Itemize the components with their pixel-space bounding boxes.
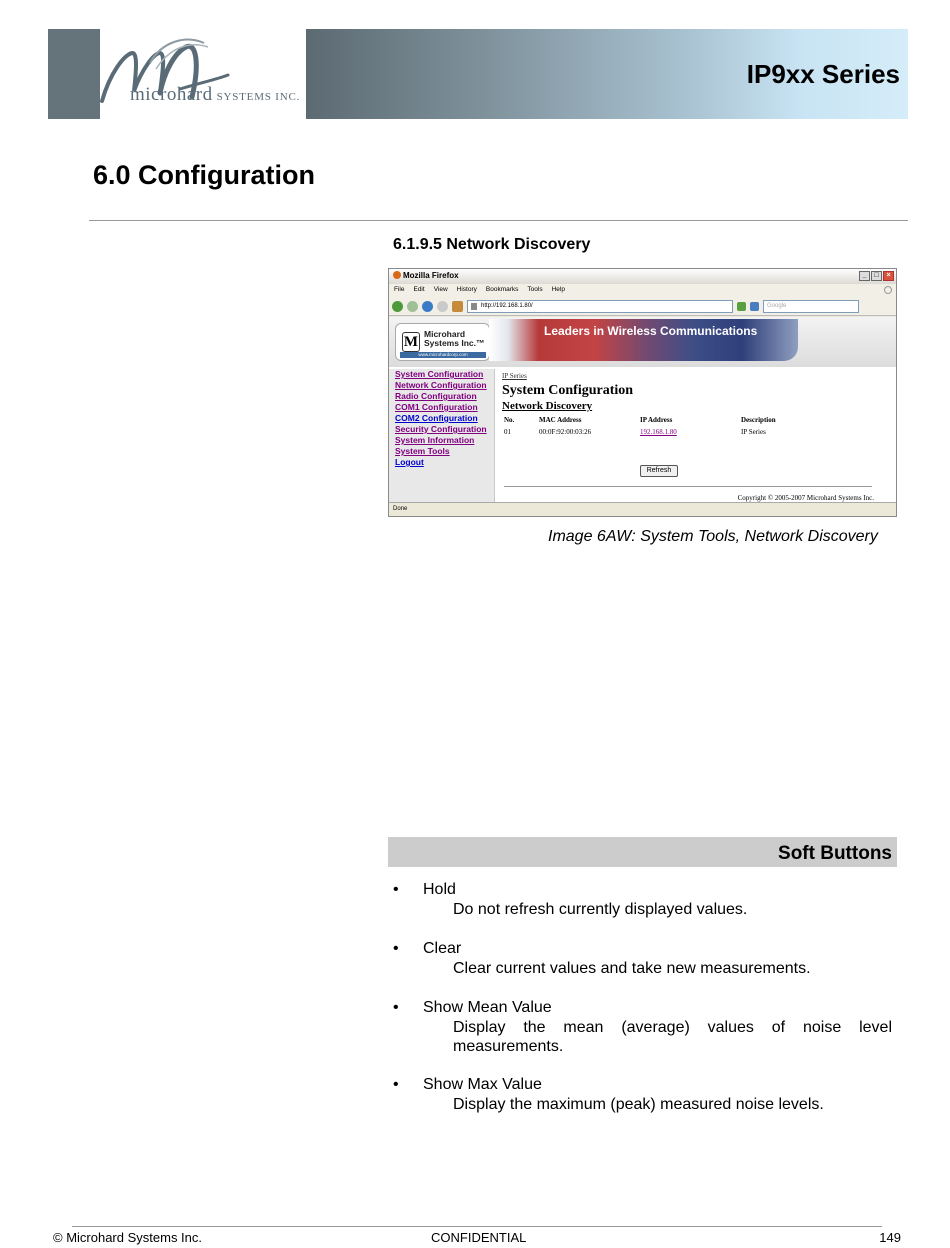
m-logo-icon: M [403,334,419,350]
firefox-icon [393,271,401,279]
item-clear-label: Clear [423,940,462,957]
window-titlebar [389,269,896,284]
navigation-toolbar [389,297,896,316]
search-engine-icon[interactable] [750,302,759,311]
header-banner [48,29,908,119]
browser-content [389,317,896,502]
reload-icon[interactable] [422,301,433,312]
item-max-label: Show Max Value [423,1076,542,1093]
nav-network-configuration[interactable]: Network Configuration [395,380,487,390]
menu-help[interactable]: Help [551,286,565,293]
bullet-icon: • [393,940,399,957]
refresh-button[interactable]: Refresh [640,465,678,477]
cell-mac: 00:0F:92:00:03:26 [539,428,592,436]
stop-icon[interactable] [437,301,448,312]
item-hold-label: Hold [423,881,456,898]
main-pane [502,372,892,502]
col-no: No. [504,416,515,424]
table-header [502,414,892,426]
item-mean-desc: Display the mean (average) values of noise level measurements. [453,1019,892,1055]
nav-com1-configuration[interactable]: COM1 Configuration [395,402,478,412]
search-input[interactable]: Google [763,300,859,313]
forward-arrow-icon[interactable] [407,301,418,312]
nav-com2-configuration[interactable]: COM2 Configuration [395,413,478,423]
item-mean-label: Show Mean Value [423,999,552,1016]
breadcrumb[interactable]: IP Series [502,372,527,380]
leaders-text: Leaders in Wireless Communications [544,324,758,338]
cell-description: IP Series [741,428,766,436]
col-ip: IP Address [640,416,673,424]
nav-logout[interactable]: Logout [395,457,424,467]
home-icon[interactable] [452,301,463,312]
soft-buttons-header [388,837,897,867]
logo-name-line1: Microhard [424,329,466,339]
item-max-desc: Display the maximum (peak) measured noise levels. [453,1096,824,1113]
logo-suffix: SYSTEMS INC. [216,91,301,103]
menu-view[interactable]: View [433,286,448,293]
section-divider [89,220,908,221]
nav-security-configuration[interactable]: Security Configuration [395,424,487,434]
microhard-logo [395,323,490,361]
footer-confidential: CONFIDENTIAL [431,1230,527,1245]
logo-name-line2: Systems Inc. [424,338,476,348]
company-logo [100,29,306,119]
maximize-icon[interactable]: □ [871,271,882,281]
leaders-banner [489,319,798,361]
page-subtitle: Network Discovery [502,400,593,412]
item-clear-desc: Clear current values and take new measurements. [453,960,811,977]
close-icon[interactable]: × [883,271,894,281]
col-description: Description [741,416,776,424]
menu-history[interactable]: History [456,286,477,293]
nav-radio-configuration[interactable]: Radio Configuration [395,391,477,401]
footer-copyright: © Microhard Systems Inc. [53,1230,203,1245]
browser-menubar [389,284,896,297]
item-hold-desc: Do not refresh currently displayed values. [453,901,748,918]
footer-divider [72,1226,882,1227]
go-arrow-icon[interactable] [737,302,746,311]
throbber-icon [884,286,892,294]
status-bar: Done [389,502,896,516]
page-title: System Configuration [502,383,634,398]
window-title: Mozilla Firefox [403,271,459,280]
table-row [502,426,892,438]
minimize-icon[interactable]: _ [859,271,870,281]
url-input[interactable]: http://192.168.1.80/ [467,300,733,313]
page-copyright: Copyright © 2005-2007 Microhard Systems Inc. [737,494,874,502]
soft-buttons-title: Soft Buttons [778,843,892,864]
logo-wordmark: microhard [130,84,213,105]
back-arrow-icon[interactable] [392,301,403,312]
bullet-icon: • [393,999,399,1016]
series-title: IP9xx Series [746,59,900,89]
page-number: 149 [879,1230,901,1245]
page-banner [389,317,896,367]
section-title: 6.0 Configuration [93,160,315,190]
menu-bookmarks[interactable]: Bookmarks [485,286,519,293]
banner-gradient [306,29,908,119]
nav-system-configuration[interactable]: System Configuration [395,369,484,379]
subsection-title: 6.1.9.5 Network Discovery [393,236,591,253]
content-divider [504,486,872,487]
logo-url: www.microhardcorp.com [400,352,486,358]
cell-ip-link[interactable]: 192.168.1.80 [640,428,677,436]
bullet-icon: • [393,1076,399,1093]
menu-edit[interactable]: Edit [413,286,425,293]
col-mac: MAC Address [539,416,582,424]
banner-side-block [48,29,100,119]
firefox-screenshot [388,268,897,517]
logo-tm: ™ [475,338,485,348]
cell-no: 01 [504,428,511,436]
menu-tools[interactable]: Tools [527,286,543,293]
bullet-icon: • [393,881,399,898]
nav-system-tools[interactable]: System Tools [395,446,450,456]
menu-file[interactable]: File [394,286,405,293]
side-menu [389,369,495,502]
image-caption: Image 6AW: System Tools, Network Discovery [548,528,878,545]
nav-system-information[interactable]: System Information [395,435,475,445]
